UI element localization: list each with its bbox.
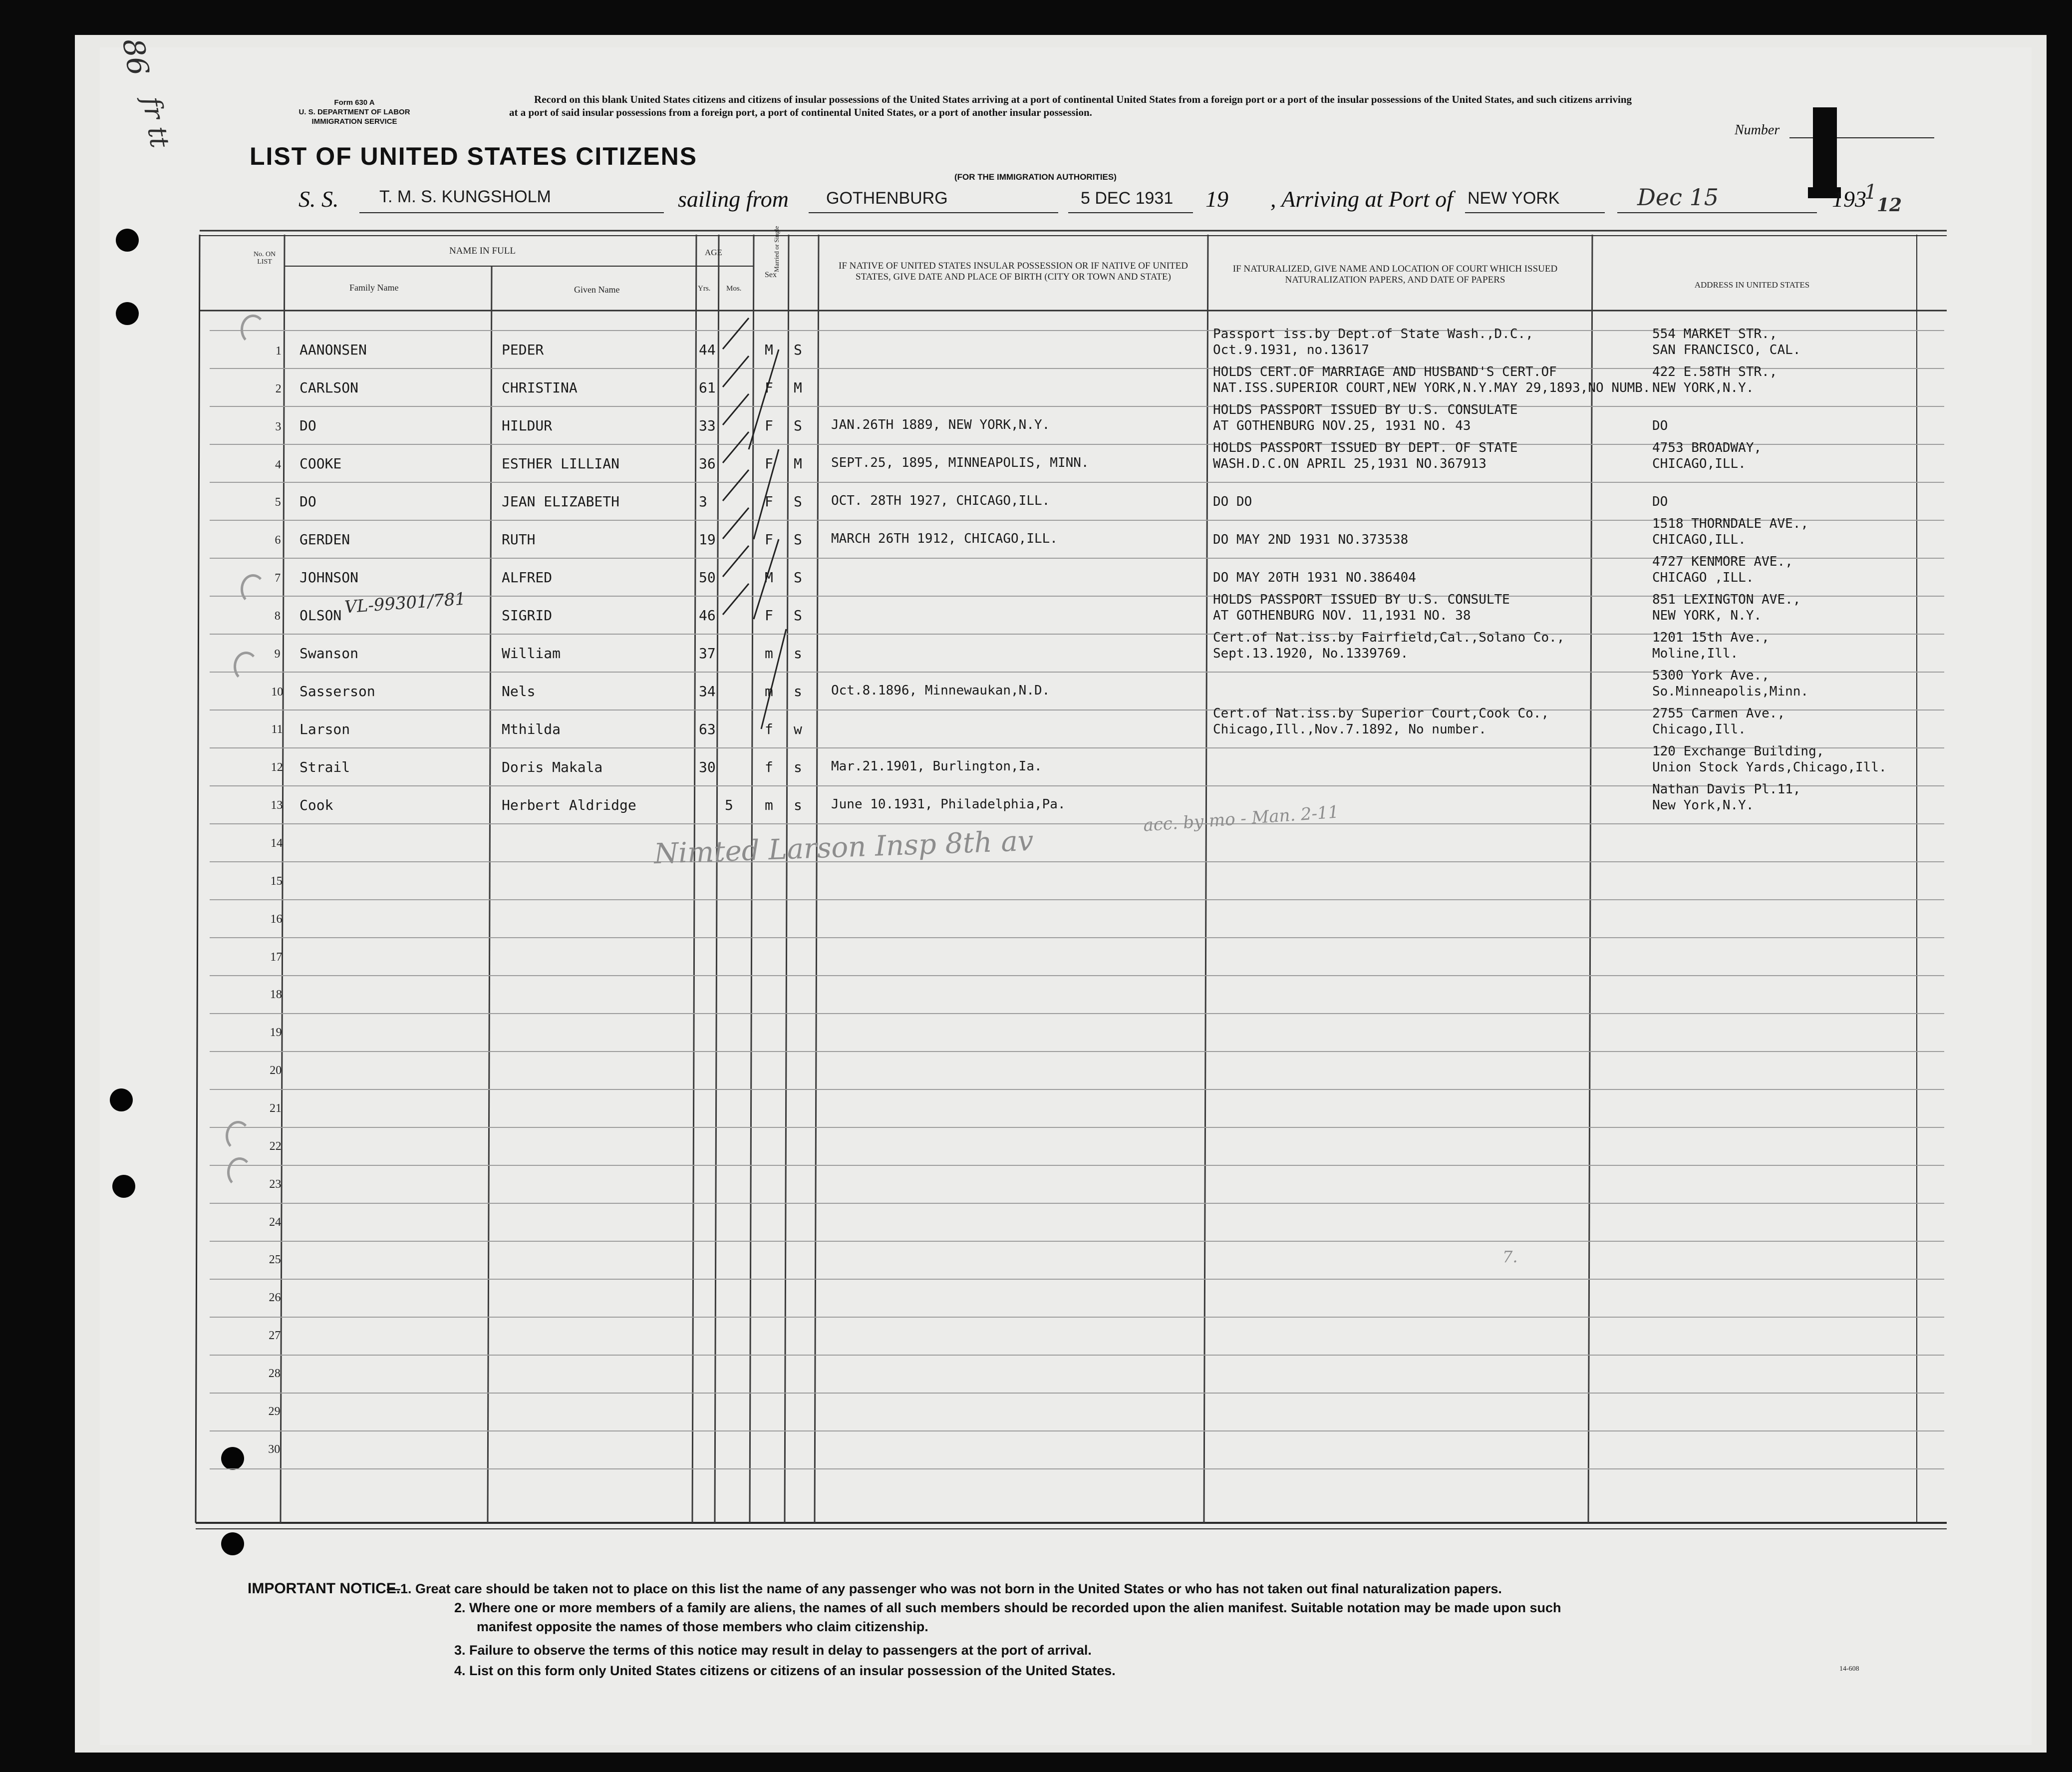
cell-addr2: NEW YORK,N.Y. (1652, 380, 1754, 395)
ship-name: T. M. S. KUNGSHOLM (379, 187, 551, 206)
cell-addr2: Chicago,Ill. (1652, 722, 1746, 737)
cell-yrs: 30 (699, 759, 716, 775)
col-header-naturalized: IF NATURALIZED, GIVE NAME AND LOCATION OF COURT WHICH ISSUED NATURALIZATION PAPERS, AND DATE OF PAPERS (1232, 264, 1558, 285)
cell-family: GERDEN (299, 531, 350, 548)
row-number: 14 (271, 837, 283, 850)
row-number: 27 (269, 1329, 281, 1343)
arrival-year: 193 (1832, 186, 1866, 212)
column-rule (750, 235, 754, 1523)
row-number: 23 (269, 1177, 282, 1191)
cell-birth: Mar.21.1901, Burlington,Ia. (831, 759, 1042, 774)
cell-yrs: 34 (699, 683, 716, 700)
cell-nat2: Oct.9.1931, no.13617 (1213, 343, 1370, 357)
row-number: 30 (268, 1442, 281, 1456)
tally-slash (723, 546, 749, 577)
tick-mark (241, 574, 266, 604)
cell-nat1: HOLDS CERT.OF MARRIAGE AND HUSBAND'S CERT.OF (1213, 364, 1557, 379)
row-number: 7 (275, 572, 281, 585)
cell-family: DO (299, 493, 316, 510)
cell-sex: F (765, 493, 773, 510)
notice-item-4: 4. List on this form only United States citizens or citizens of an insular possession of the United States. (454, 1663, 1116, 1678)
row-number: 5 (275, 496, 281, 509)
cell-nat2: DO MAY 20TH 1931 NO.386404 (1213, 570, 1416, 585)
row-number: 29 (268, 1405, 281, 1418)
cell-nat2: NAT.ISS.SUPERIOR COURT,NEW YORK,N.Y.MAY 29,1893,NO NUMB. (1213, 380, 1651, 395)
row-number: 1 (276, 345, 282, 357)
cell-addr1: 120 Exchange Building, (1652, 744, 1824, 759)
form-number: Form 630 A (334, 98, 375, 107)
tick-mark (226, 1121, 251, 1151)
cell-addr1: 851 LEXINGTON AVE., (1652, 592, 1801, 607)
cell-given: Herbert Aldridge (502, 797, 636, 813)
cell-given: Doris Makala (502, 759, 603, 775)
tick-mark (241, 315, 266, 345)
cell-ms: w (794, 721, 802, 737)
cell-given: JEAN ELIZABETH (502, 493, 620, 510)
cell-nat1: Passport iss.by Dept.of State Wash.,D.C., (1213, 327, 1533, 342)
cell-family: COOKE (299, 455, 342, 472)
cell-birth: MARCH 26TH 1912, CHICAGO,ILL. (831, 531, 1058, 546)
margin-mark-top: 86 (116, 35, 156, 78)
cell-ms: s (794, 683, 802, 700)
cell-given: Nels (502, 683, 536, 700)
cell-addr2: So.Minneapolis,Minn. (1652, 684, 1809, 699)
col-header-mos: Mos. (726, 285, 742, 293)
cell-birth: OCT. 28TH 1927, CHICAGO,ILL. (831, 493, 1050, 508)
notice-heading: IMPORTANT NOTICE. (248, 1580, 401, 1597)
cell-nat1: Cert.of Nat.iss.by Superior Court,Cook Co., (1213, 706, 1549, 721)
row-number: 25 (269, 1253, 281, 1267)
row-number: 10 (271, 685, 284, 699)
cell-nat2: AT GOTHENBURG NOV.25, 1931 NO. 43 (1213, 418, 1471, 433)
notice-item-3: 3. Failure to observe the terms of this notice may result in delay to passengers at the port of arrival. (454, 1643, 1092, 1658)
stray-mark: 7. (1502, 1247, 1518, 1266)
cell-family: OLSON (299, 607, 342, 624)
column-rule (785, 235, 789, 1523)
cell-sex: m (765, 797, 773, 813)
row-number: 13 (271, 799, 283, 812)
cell-addr2: CHICAGO,ILL. (1652, 456, 1746, 471)
cell-ms: S (794, 531, 802, 548)
row-number: 8 (274, 609, 281, 623)
cell-given: HILDUR (502, 417, 553, 434)
cell-nat1: HOLDS PASSPORT ISSUED BY U.S. CONSULATE (1213, 402, 1518, 417)
cell-family: Swanson (299, 645, 359, 662)
cell-ms: s (794, 797, 802, 813)
cell-sex: m (765, 645, 773, 662)
column-rule (815, 235, 819, 1523)
tally-slash (761, 629, 786, 729)
cell-addr2: DO (1652, 494, 1668, 509)
arriving-label: , Arriving at Port of (1270, 186, 1453, 212)
cell-family: Strail (299, 759, 350, 775)
notice-item-1: —1. Great care should be taken not to place on this list the name of any passenger who was not born in the United States or who has not taken out final naturalization papers. (387, 1581, 1502, 1596)
cell-yrs: 37 (699, 645, 716, 662)
service-label: IMMIGRATION SERVICE (311, 117, 397, 126)
cell-sex: F (765, 379, 773, 396)
cell-yrs: 46 (699, 607, 716, 624)
cell-nat2: WASH.D.C.ON APRIL 25,1931 NO.367913 (1213, 456, 1486, 471)
arrival-year-sub: 12 (1877, 195, 1902, 216)
cell-yrs: 63 (699, 721, 716, 737)
cell-nat2: DO DO (1213, 494, 1252, 509)
cell-addr2: Union Stock Yards,Chicago,Ill. (1652, 760, 1887, 775)
cell-addr1: 422 E.58TH STR., (1652, 364, 1777, 379)
cell-addr1: 5300 York Ave., (1652, 668, 1770, 683)
departure-date: 5 DEC 1931 (1081, 189, 1174, 208)
col-header-family: Family Name (349, 283, 399, 293)
notice-item-2-cont: manifest opposite the names of those members who claim citizenship. (477, 1619, 928, 1634)
inspector-signature: Nimted Larson Insp 8th av (653, 824, 1034, 871)
column-rule (488, 266, 492, 1523)
cell-sex: F (765, 607, 773, 624)
department-label: U. S. DEPARTMENT OF LABOR (298, 108, 410, 116)
olson-annotation: VL-99301/781 (343, 589, 467, 618)
cell-given: SIGRID (502, 607, 553, 624)
instructions-text: Record on this blank United States citizens and citizens of insular possessions of the United States arriving at a port of continental United States from a foreign port or a port of the insular possessions of the United States, and such citizens arriving at a port of said insular possessions from a foreign port, a port of continental United States, or a port of another insular possession. (509, 93, 1632, 118)
page-title: LIST OF UNITED STATES CITIZENS (250, 142, 698, 170)
cell-yrs: 61 (699, 379, 716, 396)
row-number: 17 (270, 950, 283, 964)
cell-sex: F (765, 417, 773, 434)
cell-ms: S (794, 569, 802, 586)
cell-family: CARLSON (299, 379, 359, 396)
row-number: 21 (270, 1101, 282, 1115)
cell-sex: M (765, 569, 773, 586)
margin-mark-mid: fr tt (136, 94, 175, 150)
row-number: 3 (275, 420, 282, 433)
cell-ms: M (794, 455, 802, 472)
cell-nat2: DO MAY 2ND 1931 NO.373538 (1213, 532, 1409, 547)
cell-given: RUTH (502, 531, 536, 548)
cell-yrs: 44 (699, 342, 716, 358)
cell-addr1: 2755 Carmen Ave., (1652, 706, 1785, 721)
cell-addr1: 4727 KENMORE AVE., (1652, 554, 1793, 569)
arrival-port: NEW YORK (1468, 189, 1560, 208)
row13-annotation: acc. by mo - Man. 2-11 (1143, 802, 1340, 836)
tally-slash (723, 394, 749, 425)
row-number: 26 (269, 1291, 281, 1305)
sailing-label: sailing from (678, 186, 789, 212)
row-number: 24 (269, 1215, 282, 1229)
cell-family: Larson (299, 721, 350, 737)
cell-yrs: 50 (699, 569, 716, 586)
col-header-native: IF NATIVE OF UNITED STATES INSULAR POSSESSION OR IF NATIVE OF UNITED STATES, GIVE DATE AND PLACE OF BIRTH (CITY OR TOWN AND STATE) (839, 261, 1188, 282)
cell-given: William (502, 645, 561, 662)
tick-mark (234, 652, 259, 682)
cell-nat2: Chicago,Ill.,Nov.7.1892, No number. (1213, 722, 1486, 737)
row-number: 22 (269, 1139, 282, 1153)
cell-yrs: 36 (699, 455, 716, 472)
row-number: 6 (275, 534, 281, 547)
cell-birth: SEPT.25, 1895, MINNEAPOLIS, MINN. (831, 455, 1089, 470)
col-header-name: NAME IN FULL (449, 246, 516, 256)
cell-addr1: Nathan Davis Pl.11, (1652, 782, 1801, 797)
cell-addr2: Moline,Ill. (1652, 646, 1739, 661)
cell-addr2: CHICAGO ,ILL. (1652, 570, 1754, 585)
cell-sex: F (765, 455, 773, 472)
col-header-yrs: Yrs. (698, 285, 711, 293)
col-header-age: AGE (705, 248, 722, 257)
cell-birth: JAN.26TH 1889, NEW YORK,N.Y. (831, 417, 1050, 432)
tally-slash (723, 432, 749, 463)
column-rule (1204, 235, 1208, 1523)
row-number: 19 (270, 1026, 282, 1040)
row-number: 16 (270, 912, 283, 926)
cell-yrs: 19 (699, 531, 716, 548)
col-header-address: ADDRESS IN UNITED STATES (1694, 280, 1810, 290)
cell-yrs: 3 (699, 493, 707, 510)
tally-slash (723, 356, 749, 387)
cell-addr2: DO (1652, 418, 1668, 433)
cell-addr2: New York,N.Y. (1652, 798, 1754, 813)
arrival-date-hand: Dec 15 (1637, 184, 1719, 211)
cell-yrs: 33 (699, 417, 716, 434)
cell-nat1: HOLDS PASSPORT ISSUED BY DEPT. OF STATE (1213, 440, 1518, 455)
cell-ms: S (794, 607, 802, 624)
cell-addr1: 554 MARKET STR., (1652, 327, 1777, 342)
cell-given: ALFRED (502, 569, 553, 586)
departure-port: GOTHENBURG (826, 189, 948, 208)
form-code: 14-608 (1839, 1665, 1859, 1673)
row-number: 15 (270, 874, 283, 888)
row-number: 11 (271, 723, 283, 736)
row-number: 9 (274, 647, 281, 661)
cell-given: CHRISTINA (502, 379, 578, 396)
page-subtitle: (FOR THE IMMIGRATION AUTHORITIES) (954, 172, 1117, 182)
cell-family: Cook (299, 797, 333, 813)
number-label: Number (1735, 122, 1780, 138)
cell-addr2: SAN FRANCISCO, CAL. (1652, 343, 1801, 357)
cell-sex: M (765, 342, 773, 358)
col-header-sex: Sex (765, 271, 777, 279)
cell-ms: S (794, 493, 802, 510)
cell-sex: F (765, 531, 773, 548)
cell-mos: 5 (725, 797, 733, 813)
cell-ms: S (794, 417, 802, 434)
cell-sex: f (765, 759, 773, 775)
cell-birth: June 10.1931, Philadelphia,Pa. (831, 797, 1066, 812)
cell-addr2: CHICAGO,ILL. (1652, 532, 1746, 547)
col-header-given: Given Name (574, 285, 620, 295)
row-number: 2 (275, 382, 282, 395)
row-number: 12 (271, 761, 283, 774)
cell-family: AANONSEN (299, 342, 367, 358)
row-number: 20 (270, 1064, 282, 1077)
cell-nat1: Cert.of Nat.iss.by Fairfield,Cal.,Solano Co., (1213, 630, 1565, 645)
row-number: 28 (268, 1367, 281, 1380)
cell-family: JOHNSON (299, 569, 359, 586)
cell-addr1: 1518 THORNDALE AVE., (1652, 516, 1809, 531)
cell-ms: S (794, 342, 802, 358)
col-header-no: No. ON LIST (253, 251, 276, 266)
cell-ms: M (794, 379, 802, 396)
cell-ms: s (794, 759, 802, 775)
cell-given: Mthilda (502, 721, 561, 737)
cell-nat2: Sept.13.1920, No.1339769. (1213, 646, 1409, 661)
cell-family: DO (299, 417, 316, 434)
cell-nat2: AT GOTHENBURG NOV. 11,1931 NO. 38 (1213, 608, 1471, 623)
tally-slash (723, 508, 749, 539)
column-rule (692, 235, 696, 1523)
cell-ms: s (794, 645, 802, 662)
cell-family: Sasserson (299, 683, 375, 700)
cell-addr2: NEW YORK, N.Y. (1652, 608, 1762, 623)
cell-given: ESTHER LILLIAN (502, 455, 620, 472)
col-header-married: Married or Single (773, 226, 780, 272)
row-number: 4 (275, 458, 282, 471)
ss-label: S. S. (298, 186, 339, 212)
tally-slash (723, 318, 749, 349)
tick-mark (227, 1157, 252, 1187)
cell-sex: m (765, 683, 773, 700)
column-rule (1588, 235, 1592, 1523)
arrival-year-hand: 1 (1864, 181, 1877, 204)
cell-nat1: HOLDS PASSPORT ISSUED BY U.S. CONSULTE (1213, 592, 1510, 607)
cell-given: PEDER (502, 342, 544, 358)
tally-slash (723, 584, 749, 615)
cell-sex: f (765, 721, 773, 737)
notice-item-2: 2. Where one or more members of a family are aliens, the names of all such members should be recorded upon the alien manifest. Suitable notation may be made upon such (454, 1600, 1561, 1615)
cell-addr1: 1201 15th Ave., (1652, 630, 1770, 645)
tally-slash (723, 470, 749, 501)
year-prefix: 19 (1205, 186, 1228, 212)
row-number: 18 (270, 988, 282, 1002)
cell-birth: Oct.8.1896, Minnewaukan,N.D. (831, 683, 1050, 698)
cell-addr1: 4753 BROADWAY, (1652, 440, 1762, 455)
